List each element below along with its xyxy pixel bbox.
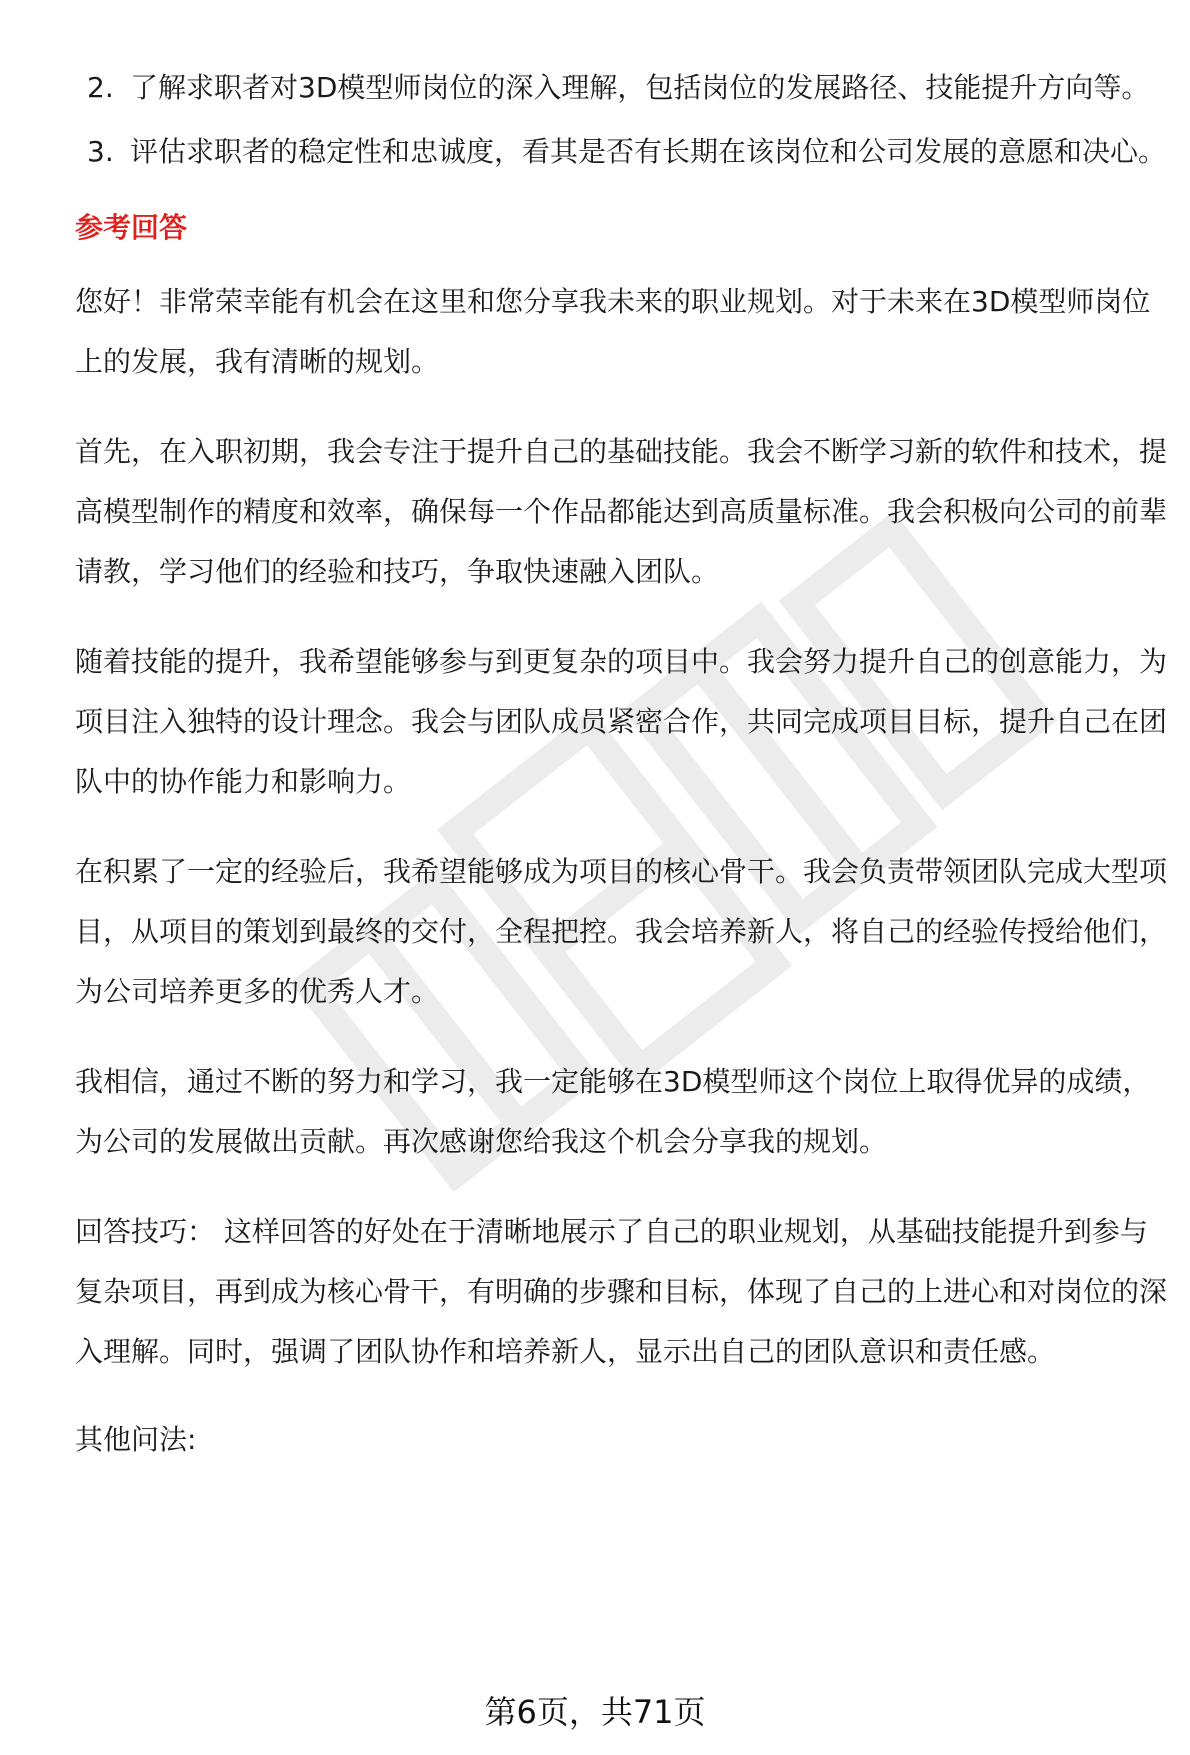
answer-paragraph: 您好！非常荣幸能有机会在这里和您分享我未来的职业规划。对于未来在3D模型师岗位上的发展，我有清晰的规划。	[75, 285, 1151, 378]
other-questions-label: 其他问法:	[75, 1423, 197, 1456]
list-item	[75, 58, 1175, 118]
list-item-number: 3.	[87, 135, 114, 168]
page-footer: 第6页，共71页	[484, 1693, 706, 1731]
section-title-reference-answer: 参考回答	[75, 211, 188, 244]
answer-tip-paragraph: 回答技巧： 这样回答的好处在于清晰地展示了自己的职业规划，从基础技能提升到参与复杂项目，再到成为核心骨干，有明确的步骤和目标，体现了自己的上进心和对岗位的深入理解。同时，强调了团队协作和培养新人，显示出自己的团队意识和责任感。	[75, 1215, 1168, 1368]
question-purpose-list	[75, 58, 1175, 182]
answer-paragraph: 在积累了一定的经验后，我希望能够成为项目的核心骨干。我会负责带领团队完成大型项目，从项目的策划到最终的交付，全程把控。我会培养新人，将自己的经验传授给他们，为公司培养更多的优秀人才。	[75, 855, 1168, 1008]
answer-paragraph: 我相信，通过不断的努力和学习，我一定能够在3D模型师这个岗位上取得优异的成绩，为公司的发展做出贡献。再次感谢您给我这个机会分享我的规划。	[75, 1065, 1151, 1158]
content	[75, 58, 1175, 1500]
answer-paragraph: 随着技能的提升，我希望能够参与到更复杂的项目中。我会努力提升自己的创意能力，为项目注入独特的设计理念。我会与团队成员紧密合作，共同完成项目目标，提升自己在团队中的协作能力和影响力。	[75, 645, 1168, 798]
list-item	[75, 122, 1175, 182]
list-item-text: 了解求职者对3D模型师岗位的深入理解，包括岗位的发展路径、技能提升方向等。	[130, 71, 1150, 104]
answer-paragraph: 首先，在入职初期，我会专注于提升自己的基础技能。我会不断学习新的软件和技术，提高模型制作的精度和效率，确保每一个作品都能达到高质量标准。我会积极向公司的前辈请教，学习他们的经验和技巧，争取快速融入团队。	[75, 435, 1168, 588]
list-item-text: 评估求职者的稳定性和忠诚度，看其是否有长期在该岗位和公司发展的意愿和决心。	[130, 135, 1167, 168]
list-item-number: 2.	[87, 71, 114, 104]
